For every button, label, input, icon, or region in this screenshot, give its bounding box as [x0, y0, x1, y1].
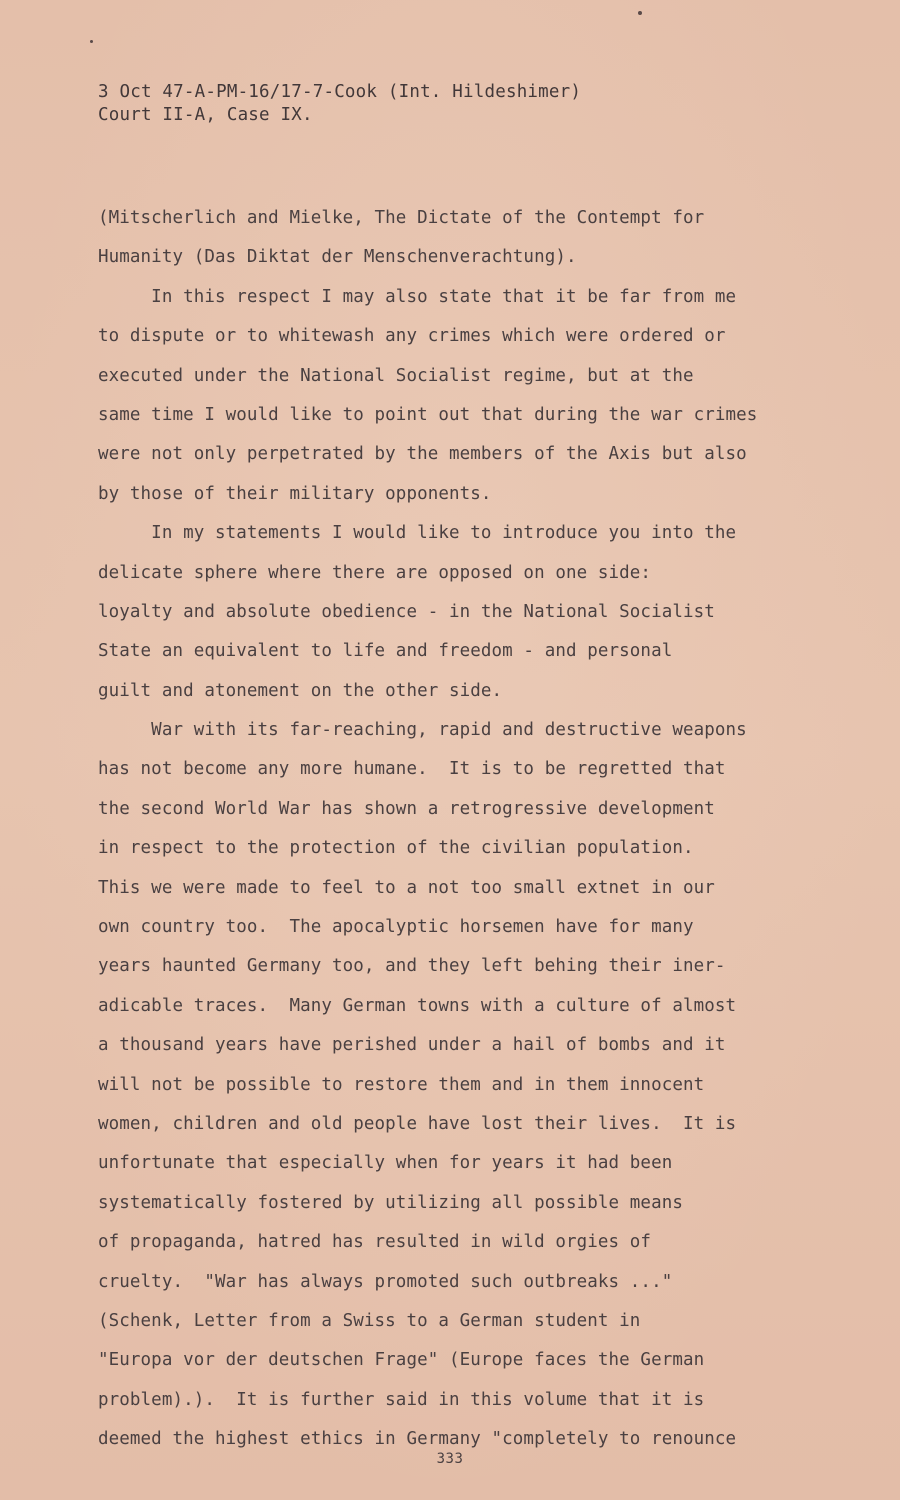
text-line: In my statements I would like to introduce you into the: [98, 523, 737, 544]
text-line: Humanity (Das Diktat der Menschenverachtung).: [98, 247, 577, 268]
text-line: own country too. The apocalyptic horsemen have for many: [98, 917, 694, 938]
text-line: State an equivalent to life and freedom - and personal: [98, 641, 673, 662]
text-line: cruelty. "War has always promoted such outbreaks ...": [98, 1271, 673, 1292]
text-line: War with its far-reaching, rapid and destructive weapons: [98, 720, 747, 741]
text-line: "Europa vor der deutschen Frage" (Europe faces the German: [98, 1350, 705, 1371]
text-line: same time I would like to point out that during the war crimes: [98, 404, 758, 425]
text-line: to dispute or to whitewash any crimes which were ordered or: [98, 326, 726, 347]
text-line: by those of their military opponents.: [98, 483, 492, 504]
text-line: (Mitscherlich and Mielke, The Dictate of the Contempt for: [98, 208, 705, 228]
paper-speck: [638, 11, 642, 15]
text-line: years haunted Germany too, and they left behing their iner-: [98, 956, 726, 977]
text-line: has not become any more humane. It is to be regretted that: [98, 759, 726, 780]
text-line: systematically fostered by utilizing all possible means: [98, 1192, 683, 1213]
text-line: This we were made to feel to a not too small extnet in our: [98, 877, 715, 898]
document-body: [98, 199, 828, 1460]
text-line: a thousand years have perished under a hail of bombs and it: [98, 1035, 726, 1056]
text-line: in respect to the protection of the civilian population.: [98, 838, 694, 859]
text-line: delicate sphere where there are opposed on one side:: [98, 562, 652, 583]
text-line: In this respect I may also state that it be far from me: [98, 286, 737, 307]
text-line: adicable traces. Many German towns with a culture of almost: [98, 995, 737, 1016]
text-line: executed under the National Socialist regime, but at the: [98, 365, 694, 386]
text-line: (Schenk, Letter from a Swiss to a German student in: [98, 1310, 641, 1331]
text-line: the second World War has shown a retrogressive development: [98, 798, 715, 819]
text-line: guilt and atonement on the other side.: [98, 680, 503, 701]
header-court-line: Court II-A, Case IX.: [98, 105, 313, 125]
document-header: [98, 81, 581, 127]
header-session-line: 3 Oct 47-A-PM-16/17-7-Cook (Int. Hildeshimer): [98, 82, 582, 102]
text-line: women, children and old people have lost their lives. It is: [98, 1113, 737, 1134]
text-line: unfortunate that especially when for years it had been: [98, 1153, 673, 1174]
text-line: will not be possible to restore them and in them innocent: [98, 1074, 705, 1095]
text-line: deemed the highest ethics in Germany "completely to renounce: [98, 1429, 737, 1450]
text-line: loyalty and absolute obedience - in the National Socialist: [98, 601, 715, 622]
text-line: were not only perpetrated by the members of the Axis but also: [98, 444, 747, 465]
page-number: 333: [436, 1451, 464, 1467]
text-line: problem).). It is further said in this volume that it is: [98, 1389, 705, 1410]
paper-speck: [90, 40, 93, 43]
text-line: of propaganda, hatred has resulted in wild orgies of: [98, 1232, 652, 1253]
